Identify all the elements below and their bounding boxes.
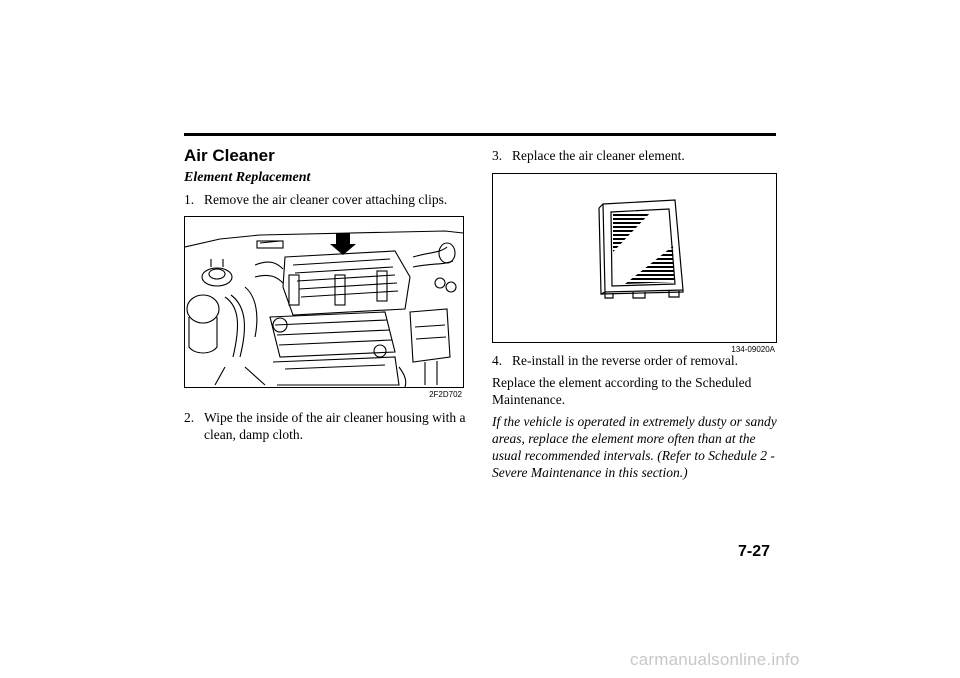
step-number: 1. (184, 192, 195, 207)
step-1 (184, 191, 466, 208)
step-number: 3. (492, 148, 503, 163)
left-column (184, 146, 466, 443)
page-number: 7-27 (738, 543, 771, 560)
figure-code: 134-09020A (731, 345, 775, 354)
section-title: Air Cleaner (184, 146, 275, 165)
dusty-conditions-note: If the vehicle is operated in extremely dusty or sandy areas, replace the element more often than at the usual recommended intervals. (Refer to Schedule 2 - Severe Maintenance in this section.) (492, 414, 777, 480)
step-text: Remove the air cleaner cover attaching clips. (204, 192, 448, 207)
step-2 (184, 409, 466, 443)
replace-note: Replace the element according to the Scheduled Maintenance. (492, 375, 752, 407)
right-column (492, 147, 777, 481)
filter-element-figure (492, 173, 777, 354)
step-number: 2. (184, 410, 195, 425)
step-text: Replace the air cleaner element. (512, 148, 685, 163)
step-3 (492, 147, 777, 164)
filter-element-illustration (493, 174, 776, 342)
figure-code: 2F2D702 (429, 390, 462, 399)
step-number: 4. (492, 353, 503, 368)
step-text: Re-install in the reverse order of removal. (512, 353, 739, 368)
header-rule (184, 133, 776, 136)
step-text: Wipe the inside of the air cleaner housing with a clean, damp cloth. (204, 410, 466, 442)
engine-bay-illustration (185, 217, 463, 387)
watermark: carmanualsonline.info (630, 650, 800, 669)
arrow-down-icon (330, 233, 356, 255)
section-subtitle: Element Replacement (184, 170, 311, 185)
engine-bay-figure (184, 216, 464, 399)
